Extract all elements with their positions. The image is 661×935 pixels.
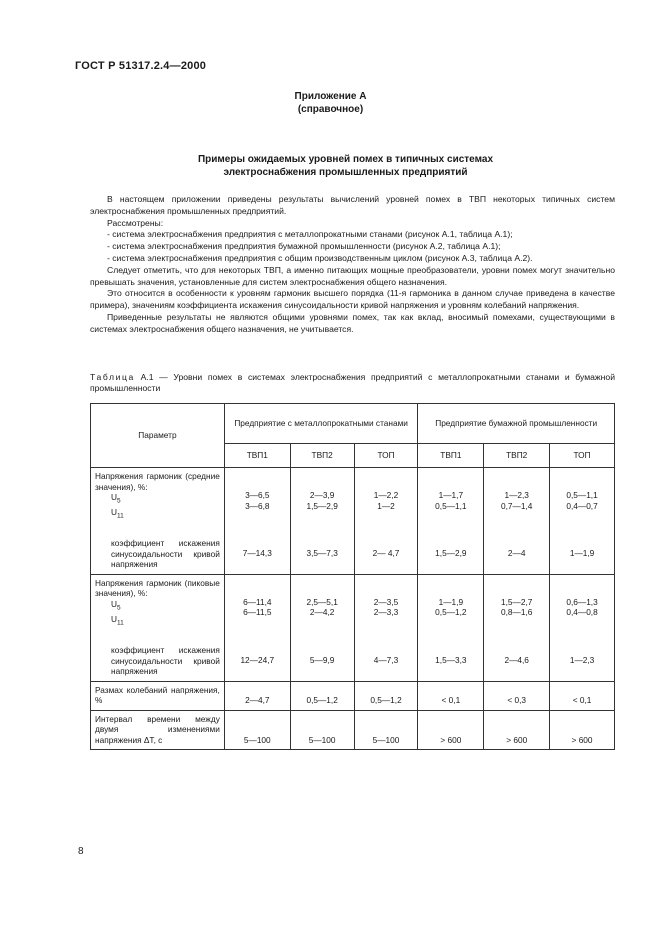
value-cell: 0,5—1,1 0,4—0,7 1—1,9 <box>550 468 615 575</box>
value-cell: 1,5—2,7 0,8—1,6 2—4,6 <box>484 574 550 681</box>
table-row <box>91 681 615 710</box>
param-u11: $U_{11}$ <box>111 507 124 520</box>
document-id: ГОСТ Р 51317.2.4—2000 <box>75 60 207 72</box>
value-cell: < 0,1 <box>550 681 615 710</box>
value-cell: < 0,3 <box>484 681 550 710</box>
value-cell: 5—100 <box>354 710 418 750</box>
table-row <box>91 468 615 575</box>
value-cell: 0,5—1,2 <box>354 681 418 710</box>
value-cell: 1—1,9 0,5—1,2 1,5—3,3 <box>418 574 484 681</box>
value-cell: 5—100 <box>224 710 290 750</box>
paragraph: Рассмотрены: <box>107 217 164 228</box>
value-cell: 1—2,2 1—2 2— 4,7 <box>354 468 418 575</box>
header-group-paper: Предприятие бумажной промышленности <box>418 404 615 444</box>
section-title-line-1: Примеры ожидаемых уровней помех в типичных системах <box>197 154 494 165</box>
value-cell: > 600 <box>418 710 484 750</box>
header-col: ТОП <box>354 444 418 468</box>
page-number: 8 <box>78 846 84 857</box>
header-group-metal: Предприятие с металлопрокатными станами <box>224 404 418 444</box>
param-u5: $U_5$ <box>111 598 121 612</box>
param-label: Интервал времени между двумя изменениями напряжения ΔT, с <box>91 710 225 750</box>
paragraph: В настоящем приложении приведены результаты вычислений уровней помех в ТВП некоторых типичных систем электроснабжения промышленных предприятий. <box>90 194 615 216</box>
value-cell: 1—1,7 0,5—1,1 1,5—2,9 <box>418 468 484 575</box>
body-text <box>90 194 615 336</box>
value-cell: > 600 <box>550 710 615 750</box>
list-item: - система электроснабжения предприятия с металлопрокатными станами (рисунок А.1, таблица А.1); <box>107 229 513 240</box>
param-cell <box>91 468 225 575</box>
value-cell: 6—11,4 6—11,5 12—24,7 <box>224 574 290 681</box>
value-cell: 2—3,9 1,5—2,9 3,5—7,3 <box>290 468 354 575</box>
value-cell: 1—2,3 0,7—1,4 2—4 <box>484 468 550 575</box>
param-label: Напряжения гармоник (средние значения), %: <box>95 471 220 492</box>
table-row <box>91 710 615 750</box>
param-u11: $U_{11}$ <box>111 613 124 627</box>
header-col: ТВП1 <box>418 444 484 468</box>
header-param: Параметр <box>91 404 225 468</box>
table-caption <box>90 372 615 394</box>
value-cell: 5—100 <box>290 710 354 750</box>
param-label: Напряжения гармоник (пиковые значения), %: <box>95 577 220 599</box>
param-label: коэффициент искажения синусоидальности кривой напряжения <box>111 538 220 570</box>
list-item: - система электроснабжения предприятия с общим производственным циклом (рисунок А.3, таблица А.2). <box>107 252 533 263</box>
param-label: Размах колебаний напряжения, % <box>91 681 225 710</box>
list-item: - система электроснабжения предприятия бумажной промышленности (рисунок А.2, таблица А.1); <box>107 241 501 252</box>
table-caption-label: Таблица <box>90 372 135 382</box>
data-table <box>90 403 615 750</box>
param-label: коэффициент искажения синусоидальности кривой напряжения <box>111 645 220 677</box>
value-cell: 2,5—5,1 2—4,2 5—9,9 <box>290 574 354 681</box>
header-col: ТВП2 <box>290 444 354 468</box>
annex-subtitle: (справочное) <box>297 104 364 115</box>
section-title-line-2: электроснабжения промышленных предприятий <box>223 167 468 178</box>
value-cell: 2—3,5 2—3,3 4—7,3 <box>354 574 418 681</box>
value-cell: 3—6,5 3—6,8 7—14,3 <box>224 468 290 575</box>
param-u5: $U_5$ <box>111 492 121 505</box>
header-col: ТВП2 <box>484 444 550 468</box>
value-cell: > 600 <box>484 710 550 750</box>
paragraph: Это относится в особенности к уровням гармоник высшего порядка (11-я гармоника в данном случае приведена в качестве примера), значениям коэффициента искажения синусоидальности кривой напряжения и уровням колебаний напряжения. <box>90 288 615 311</box>
value-cell: 2—4,7 <box>224 681 290 710</box>
table-row <box>91 574 615 681</box>
paragraph: Приведенные результаты не являются общими уровнями помех, так как вклад, вносимый помехами, существующими в системах электроснабжения общего назначения, не учитывается. <box>90 311 615 334</box>
header-col: ТОП <box>550 444 615 468</box>
header-col: ТВП1 <box>224 444 290 468</box>
annex-title: Приложение А <box>294 91 367 102</box>
value-cell: 0,6—1,3 0,4—0,8 1—2,3 <box>550 574 615 681</box>
paragraph: Следует отметить, что для некоторых ТВП, а именно питающих мощные преобразователи, уровни помех могут значительно превышать значения, установленные для систем электроснабжения общего назначения. <box>90 264 615 287</box>
table-caption-text: А.1 — Уровни помех в системах электроснабжения предприятий с металлопрокатными станами и бумажной промышленности <box>90 372 615 393</box>
value-cell: < 0,1 <box>418 681 484 710</box>
param-cell <box>91 574 225 681</box>
value-cell: 0,5—1,2 <box>290 681 354 710</box>
